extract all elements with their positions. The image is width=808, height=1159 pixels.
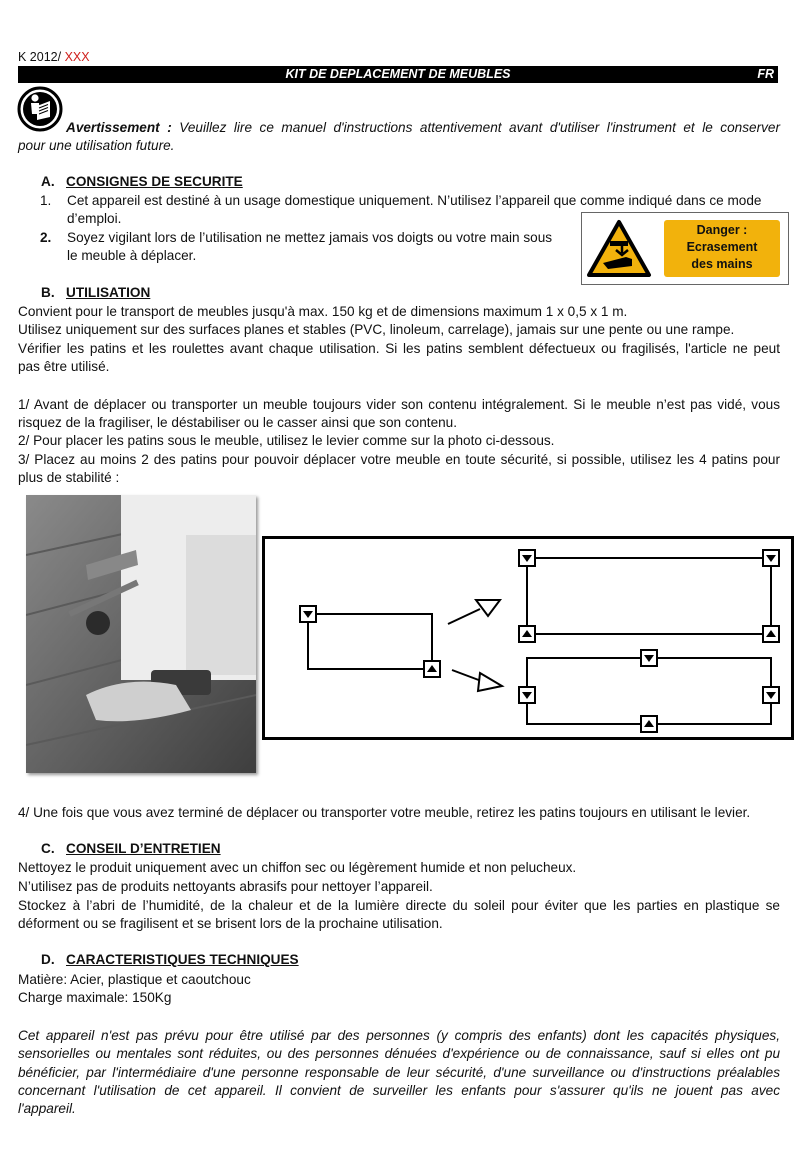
step-line: plus de stabilité :	[18, 470, 120, 485]
lever-usage-photo	[26, 495, 256, 773]
spec-line: Matière: Acier, plastique et caoutchouc	[18, 972, 251, 987]
safety-item-2-line-2: le meuble à déplacer.	[67, 248, 197, 263]
warning-label: Avertissement :	[66, 120, 172, 135]
danger-text-panel: Danger : Ecrasement des mains	[664, 220, 780, 277]
safety-item-1-line-2: d’emploi.	[67, 211, 122, 226]
usage-line: Convient pour le transport de meubles jusqu'à max. 150 kg et de dimensions maximum 1 x 0,5 x 1 m.	[18, 304, 628, 319]
pad-icon	[519, 550, 535, 566]
hand-crush-warning-icon	[586, 219, 652, 279]
step-line: 3/ Placez au moins 2 des patins pour pouvoir déplacer votre meuble en toute sécurité, si possible, utilisez les 4 patins pour	[18, 452, 780, 467]
pad-icon	[763, 626, 779, 642]
pad-icon	[641, 716, 657, 732]
maintenance-line: N’utilisez pas de produits nettoyants abrasifs pour nettoyer l’appareil.	[18, 879, 433, 894]
disclaimer-line: concernant l'utilisation de cet appareil. Il convient de surveiller les enfants pour s'assurer qu'ils ne jouent pas avec	[18, 1083, 780, 1098]
maintenance-line: Stockez à l’abri de l’humidité, de la chaleur et de la lumière directe du soleil pour éviter que les parties en plastique se	[18, 898, 780, 913]
pad-icon	[300, 606, 316, 622]
disclaimer-line: Cet appareil n'est pas prévu pour être utilisé par des personnes (y compris des enfants) dont les capacités physiques,	[18, 1028, 780, 1043]
disclaimer-line: l'appareil.	[18, 1101, 76, 1116]
spec-line: Charge maximale: 150Kg	[18, 990, 172, 1005]
danger-sign	[581, 212, 789, 285]
disclaimer-line: bénéficier, par l'intermédiaire d'une personne responsable de leur sécurité, d'une surveillance ou d'instructions préalables	[18, 1065, 780, 1080]
safety-item-1-line-1: Cet appareil est destiné à un usage domestique uniquement. N’utilisez l’appareil que comme indiqué dans ce mode	[67, 193, 762, 208]
step-4: 4/ Une fois que vous avez terminé de déplacer ou transporter votre meuble, retirez les patins toujours en utilisant le levier.	[18, 805, 751, 820]
maintenance-line: Nettoyez le produit uniquement avec un chiffon sec ou légèrement humide et non pelucheux.	[18, 860, 577, 875]
step-line: risquez de la fragiliser, le déstabiliser ou le casser ainsi que son contenu.	[18, 415, 458, 430]
warning-line-1: Avertissement : Veuillez lire ce manuel d'instructions attentivement avant d'utiliser l'instrument et le conserver	[66, 120, 780, 135]
pad-icon	[763, 550, 779, 566]
maintenance-line: déforment ou se fragilisent et se brisent lors de la prochaine utilisation.	[18, 916, 443, 931]
usage-line: Utilisez uniquement sur des surfaces planes et stables (PVC, linoleum, carrelage), jamais sur une pente ou une rampe.	[18, 322, 735, 337]
manual-book-icon	[17, 86, 63, 132]
pad-icon	[519, 626, 535, 642]
pad-icon	[763, 687, 779, 703]
warning-line-2: pour une utilisation future.	[18, 138, 175, 153]
usage-line: pas être utilisé.	[18, 359, 110, 374]
reference-code: XXX	[64, 50, 90, 64]
document-title: KIT DE DEPLACEMENT DE MEUBLES	[285, 67, 511, 81]
title-bar	[18, 66, 778, 83]
pad-icon	[424, 661, 440, 677]
language-code: FR	[757, 67, 774, 81]
document-reference: K 2012/ XXX	[18, 50, 90, 64]
usage-line: Vérifier les patins et les roulettes avant chaque utilisation. Si les patins semblent défectueux ou fragilisés, l'article ne peut	[18, 341, 780, 356]
pad-icon	[519, 687, 535, 703]
safety-item-2-line-1: Soyez vigilant lors de l’utilisation ne mettez jamais vos doigts ou votre main sous	[67, 230, 553, 245]
item-number: 1.	[40, 193, 52, 208]
item-number: 2.	[40, 230, 52, 245]
pad-placement-diagram	[262, 536, 794, 740]
pad-icon	[641, 650, 657, 666]
step-line: 1/ Avant de déplacer ou transporter un meuble toujours vider son contenu intégralement. Si le meuble n’est pas vidé, vous	[18, 397, 780, 412]
step-line: 2/ Pour placer les patins sous le meuble, utilisez le levier comme sur la photo ci-dessous.	[18, 433, 555, 448]
disclaimer-line: sensorielles ou mentales sont réduites, ou des personnes dénuées d'expérience ou de connaissance, sauf si elles ont pu	[18, 1046, 780, 1061]
